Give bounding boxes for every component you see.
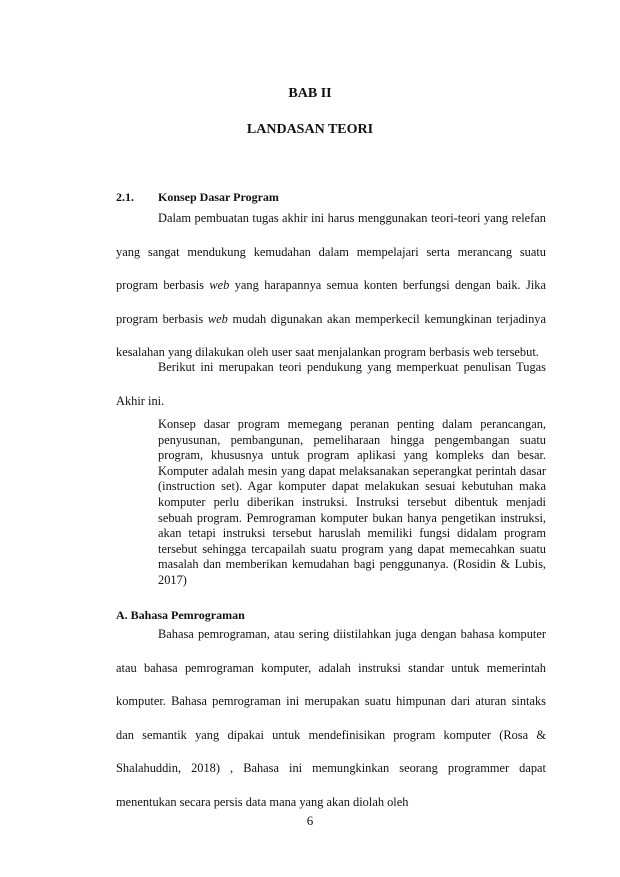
paragraph-1-part-c: mudah digunakan akan memperkecil kemungkinan terjadinya kesalahan yang dilakukan oleh user saat menjalankan program berbasis web tersebut. xyxy=(116,311,546,359)
paragraph-2: Berikut ini merupakan teori pendukung yang memperkuat penulisan Tugas Akhir ini. xyxy=(116,360,546,408)
page-number: 6 xyxy=(306,813,314,828)
paragraph-3: Bahasa pemrograman, atau sering diistilahkan juga dengan bahasa komputer atau bahasa pemrograman komputer, adalah instruksi standar untuk memerintah komputer. Bahasa pemrograman ini merupakan suatu himpunan dari aturan sintaks dan semantik yang dipakai untuk mendefinisikan program komputer (Rosa & Shalahuddin, 2018) , Bahasa ini memungkinkan seorang programmer dapat menentukan secara persis data mana yang akan diolah oleh xyxy=(116,627,546,809)
italic-web-term: web xyxy=(209,278,230,292)
block-quote: Konsep dasar program memegang peranan penting dalam perancangan, penyusunan, pembangunan, pemeliharaan hingga pengembangan suatu program, khususnya untuk program aplikasi yang kompleks dan besar. Komputer adalah mesin yang dapat melaksanakan seperangkat perintah dasar (instruction set). Agar komputer dapat melakukan sesuai kebutuhan maka komputer perlu diberikan instruksi. Instruksi tersebut dibentuk menjadi sebuah program. Pemrograman komputer bukan hanya pengetikan instruksi, akan tetapi instruksi tersebut haruslah memiliki fungsi didalam program tersebut sehingga tercapailah suatu program yang dapat memecahkan suatu masalah dan memberikan kemudahan bagi penggunanya. (Rosidin & Lubis, 2017) xyxy=(158,417,546,587)
chapter-number: BAB II xyxy=(288,86,332,101)
section-heading-a: A. Bahasa Pemrograman xyxy=(116,608,245,622)
paragraph-1 xyxy=(116,202,546,370)
section-number: 2.1. xyxy=(116,190,134,204)
paragraph-1-part-b: yang harapannya semua konten berfungsi dengan baik. Jika program berbasis xyxy=(116,278,546,326)
chapter-title: LANDASAN TEORI xyxy=(246,122,374,137)
section-title: Konsep Dasar Program xyxy=(158,190,279,204)
italic-web-term: web xyxy=(207,311,228,326)
paragraph-1-part-a: Dalam pembuatan tugas akhir ini harus menggunakan teori-teori yang relefan yang sangat mendukung kemudahan dalam mempelajari serta merancang suatu program berbasis xyxy=(116,211,546,292)
